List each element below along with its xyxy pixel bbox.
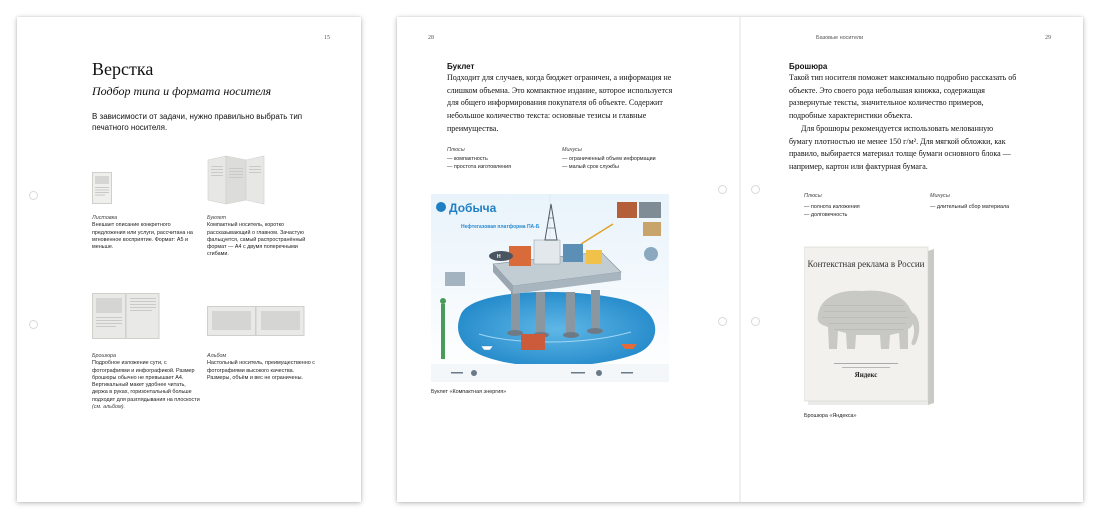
list-item: — простота изготовления	[447, 163, 512, 170]
format-description: Внешает описание конкретного предложения или услуги, рассчитана на мгновенное восприятие. Формат: А5 и меньше.	[92, 222, 193, 251]
format-leaflet-caption	[92, 215, 200, 251]
format-album-caption	[207, 353, 319, 382]
brochure-cons-label: Минусы	[930, 193, 950, 199]
brochure-body-2: Для брошюры рекомендуется использовать мелованную бумагу плотностью не менее 150 г/м². Для мягкой обложки, как правило, выбирается материал толще бумаги основного блока — например, картон или фактурная бумага.	[789, 124, 1011, 172]
intro-text: В зависимости от задачи, нужно правильно выбрать тип печатного носителя.	[92, 112, 303, 132]
format-note: (см. альбом).	[92, 404, 126, 411]
page-15	[17, 17, 361, 502]
booklet-image-title: Добыча	[449, 201, 497, 215]
booklet-pros-list	[447, 156, 511, 171]
format-brochure-caption	[92, 353, 202, 411]
page-number: 15	[324, 35, 330, 41]
page-subtitle: Подбор типа и формата носителя	[92, 84, 272, 98]
oil-platform-illustration	[431, 194, 669, 382]
binder-hole	[751, 317, 760, 326]
booklet-pros-label: Плюсы	[447, 147, 465, 153]
list-item: — ограниченный объем информации	[562, 156, 656, 162]
svg-text:H: H	[497, 254, 501, 260]
page-number-left: 28	[428, 35, 434, 41]
page-number-right: 29	[1045, 35, 1051, 41]
booklet-heading: Буклет	[447, 62, 475, 71]
list-item: — длительный сбор материала	[930, 204, 1010, 210]
cover-brand-logo: Яндекс	[854, 371, 878, 379]
format-name: Буклет	[207, 215, 227, 221]
spread-fold	[739, 17, 741, 502]
booklet-thumbnail	[207, 154, 265, 211]
format-description: Компактный носитель, коротко рассказывающий о главном. Зачастую фальцуется, самый распространённый формат — А4 с двумя поперечными сгибами.	[207, 222, 306, 258]
brochure-pros-label: Плюсы	[804, 193, 822, 199]
brochure-image-caption: Брошюра «Яндекса»	[804, 413, 857, 419]
binder-hole	[29, 320, 38, 329]
booklet-image	[431, 194, 669, 382]
binder-hole	[718, 185, 727, 194]
format-name: Альбом	[207, 353, 227, 359]
booklet-image-subtitle: Нефтегазовая платформа ПА-Б	[461, 224, 540, 230]
format-description: Подробное изложение сути, с фотографиями и инфографикой. Размер брошюры обычно не превышает А4. Вертикальный макет удобнее читать, держа в руках, горизонтальный больше подходит для разглядывания на плоскости	[92, 360, 200, 403]
list-item: — полнота изложения	[804, 204, 860, 210]
format-booklet-caption	[207, 215, 319, 259]
spread-28-29	[397, 17, 1083, 502]
brochure-body-1: Такой тип носителя поможет максимально подробно рассказать об объекте. Это своего рода небольшая книжка, содержащая развернутые тексты, значительное количество примеров, подробные характеристики объекта.	[789, 73, 1017, 121]
booklet-body: Подходит для случаев, когда бюджет ограничен, а информация не слишком объемна. Это компактное издание, которое используется для общего информирования покупателя об объекте. Содержит небольшое количество текста: основные тезисы и главные преимущества.	[447, 73, 673, 133]
list-item: — долговечность	[804, 211, 848, 218]
brochure-heading: Брошюра	[789, 62, 828, 71]
brochure-pros-list	[804, 204, 860, 219]
binder-hole	[29, 191, 38, 200]
format-name: Брошюра	[92, 353, 117, 359]
album-thumbnail	[207, 306, 305, 341]
format-description: Настольный носитель, преимущественно с фотографиями высокого качества. Размеры, объём и вес не ограничены.	[207, 360, 315, 381]
booklet-image-caption: Буклет «Компактная энергия»	[431, 389, 507, 395]
brochure-cons-list	[930, 204, 1009, 212]
list-item: — малый срок службы	[562, 163, 619, 170]
brochure-thumbnail	[92, 293, 160, 344]
page-title: Верстка	[92, 59, 154, 79]
booklet-cons-label: Минусы	[562, 147, 582, 153]
brochure-cover-image	[804, 245, 934, 407]
booklet-cons-list	[562, 156, 656, 171]
list-item: — компактность	[447, 156, 488, 162]
binder-hole	[751, 185, 760, 194]
running-head: Базовые носители	[816, 35, 864, 41]
cover-title: Контекстная реклама в России	[807, 259, 925, 269]
format-name: Листовка	[92, 215, 118, 221]
binder-hole	[718, 317, 727, 326]
leaflet-thumbnail	[92, 172, 112, 209]
